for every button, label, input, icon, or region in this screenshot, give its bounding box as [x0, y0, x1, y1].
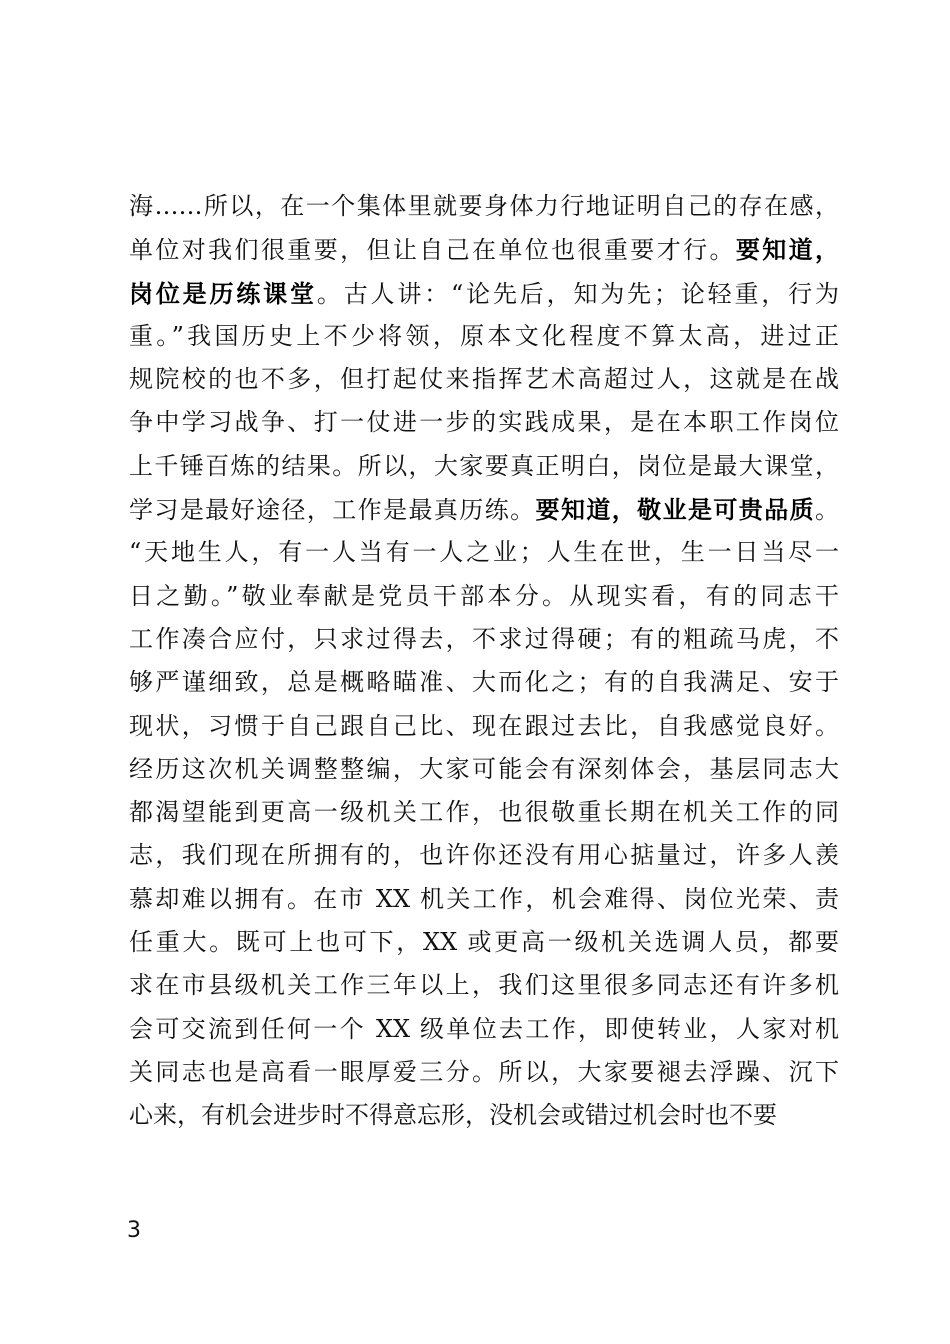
text-line [129, 575, 839, 618]
text-line [129, 921, 839, 964]
text-segment: 工作凑合应付，只求过得去，不求过得硬；有的粗疏马虎，不 [129, 624, 839, 653]
text-line [129, 272, 839, 315]
text-line [129, 1094, 839, 1137]
text-segment: 关同志也是高看一眼厚爱三分。所以，大家要褪去浮躁、沉下 [129, 1057, 839, 1086]
text-segment: 上千锤百炼的结果。所以，大家要真正明白，岗位是最大课堂， [129, 451, 839, 480]
text-segment: 都渴望能到更高一级机关工作，也很敬重长期在机关工作的同 [129, 798, 839, 827]
text-line [129, 315, 839, 358]
text-line [129, 705, 839, 748]
text-segment: 任重大。既可上也可下，XX 或更高一级机关选调人员，都要 [129, 928, 839, 957]
text-line [129, 661, 839, 704]
text-line [129, 488, 839, 531]
body-text [129, 185, 839, 1138]
text-segment: 心来，有机会进步时不得意忘形，没机会或错过机会时也不要 [129, 1101, 777, 1130]
text-segment: 争中学习战争、打一仗进一步的实践成果，是在本职工作岗位 [129, 408, 839, 437]
text-line [129, 1008, 839, 1051]
text-segment: 。 [815, 496, 840, 525]
text-segment: 志，我们现在所拥有的，也许你还没有用心掂量过，许多人羡 [129, 841, 839, 870]
text-line [129, 185, 839, 228]
text-line [129, 618, 839, 661]
text-segment: 经历这次机关调整整编，大家可能会有深刻体会，基层同志大 [129, 754, 839, 783]
text-segment: “天地生人，有一人当有一人之业；人生在世，生一日当尽一 [129, 538, 839, 567]
page-number: 3 [127, 1218, 141, 1243]
text-line [129, 834, 839, 877]
text-segment: 单位对我们很重要，但让自己在单位也很重要才行。 [129, 236, 736, 265]
text-line [129, 228, 839, 271]
text-line [129, 1051, 839, 1094]
text-line [129, 964, 839, 1007]
text-line [129, 748, 839, 791]
text-segment: 会可交流到任何一个 XX 级单位去工作，即使转业，人家对机 [129, 1014, 839, 1043]
text-segment: 现状，习惯于自己跟自己比、现在跟过去比，自我感觉良好。 [129, 711, 839, 740]
text-segment: 够严谨细致，总是概略瞄准、大而化之；有的自我满足、安于 [129, 668, 839, 697]
text-segment: 慕却难以拥有。在市 XX 机关工作，机会难得、岗位光荣、责 [129, 884, 839, 913]
text-line [129, 401, 839, 444]
text-segment: 海……所以，在一个集体里就要身体力行地证明自己的存在感， [129, 192, 839, 220]
bold-text-segment: 要知道， [735, 235, 840, 265]
text-segment: 求在市县级机关工作三年以上，我们这里很多同志还有许多机 [129, 971, 839, 1000]
text-line [129, 531, 839, 574]
text-segment: 规院校的也不多，但打起仗来指挥艺术高超过人，这就是在战 [129, 365, 839, 394]
bold-text-segment: 要知道，敬业是可贵品质 [535, 495, 816, 525]
bold-text-segment: 岗位是历练课堂 [129, 278, 317, 308]
text-segment: 。古人讲：“论先后，知为先；论轻重，行为 [316, 279, 839, 308]
text-segment: 日之勤。”敬业奉献是党员干部本分。从现实看，有的同志干 [129, 581, 839, 610]
text-segment: 学习是最好途径，工作是最真历练。 [129, 496, 536, 525]
text-segment: 重。”我国历史上不少将领，原本文化程度不算太高，进过正 [129, 321, 839, 350]
text-line [129, 445, 839, 488]
text-line [129, 791, 839, 834]
text-line [129, 878, 839, 921]
text-line [129, 358, 839, 401]
